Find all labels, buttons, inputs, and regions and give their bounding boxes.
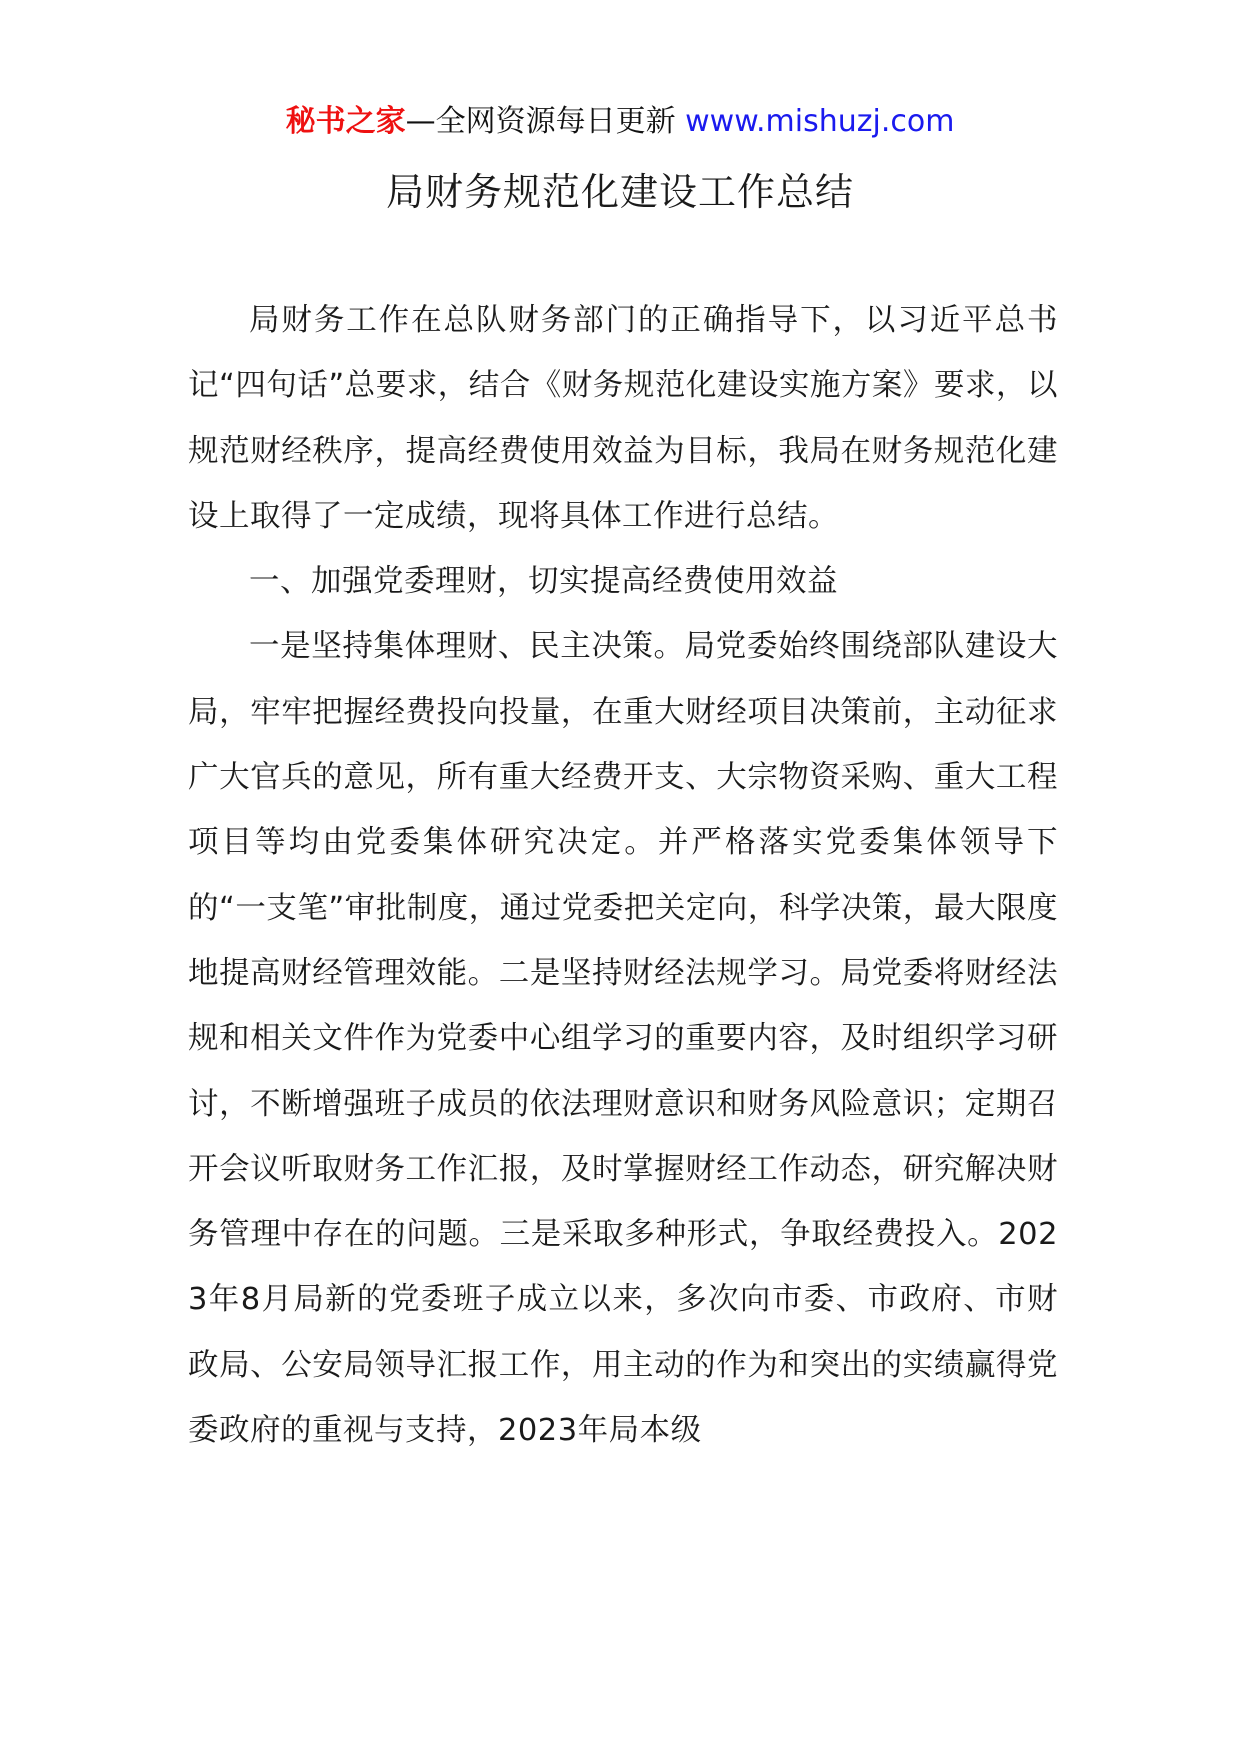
site-brand: 秘书之家: [285, 104, 406, 139]
section-heading-1: 一、加强党委理财，切实提高经费使用效益: [249, 564, 838, 600]
site-header: [0, 100, 1240, 144]
site-url-link[interactable]: www.mishuzj.com: [685, 104, 955, 139]
section-1-paragraph: 一是坚持集体理财、民主决策。局党委始终围绕部队建设大局，牢牢把握经费投向投量，在重大财经项目决策前，主动征求广大官兵的意见，所有重大经费开支、大宗物资采购、重大工程项目等均由党委集体研究决定。并严格落实党委集体领导下的“一支笔”审批制度，通过党委把关定向，科学决策，最大限度地提高财经管理效能。二是坚持财经法规学习。局党委将财经法规和相关文件作为党委中心组学习的重要内容，及时组织学习研讨，不断增强班子成员的依法理财意识和财务风险意识；定期召开会议听取财务工作汇报，及时掌握财经工作动态，研究解决财务管理中存在的问题。三是采取多种形式，争取经费投入。2023年8月局新的党委班子成立以来，多次向市委、市政府、市财政局、公安局领导汇报工作，用主动的作为和突出的实绩赢得党委政府的重视与支持，2023年局本级: [188, 629, 1058, 1449]
site-slogan: —全网资源每日更新: [405, 104, 676, 139]
document-title: 局财务规范化建设工作总结: [385, 170, 854, 214]
intro-paragraph: 局财务工作在总队财务部门的正确指导下，以习近平总书记“四句话”总要求，结合《财务规范化建设实施方案》要求，以规范财经秩序，提高经费使用效益为目标，我局在财务规范化建设上取得了一定成绩，现将具体工作进行总结。: [188, 303, 1058, 534]
document-body: [188, 288, 1058, 1463]
